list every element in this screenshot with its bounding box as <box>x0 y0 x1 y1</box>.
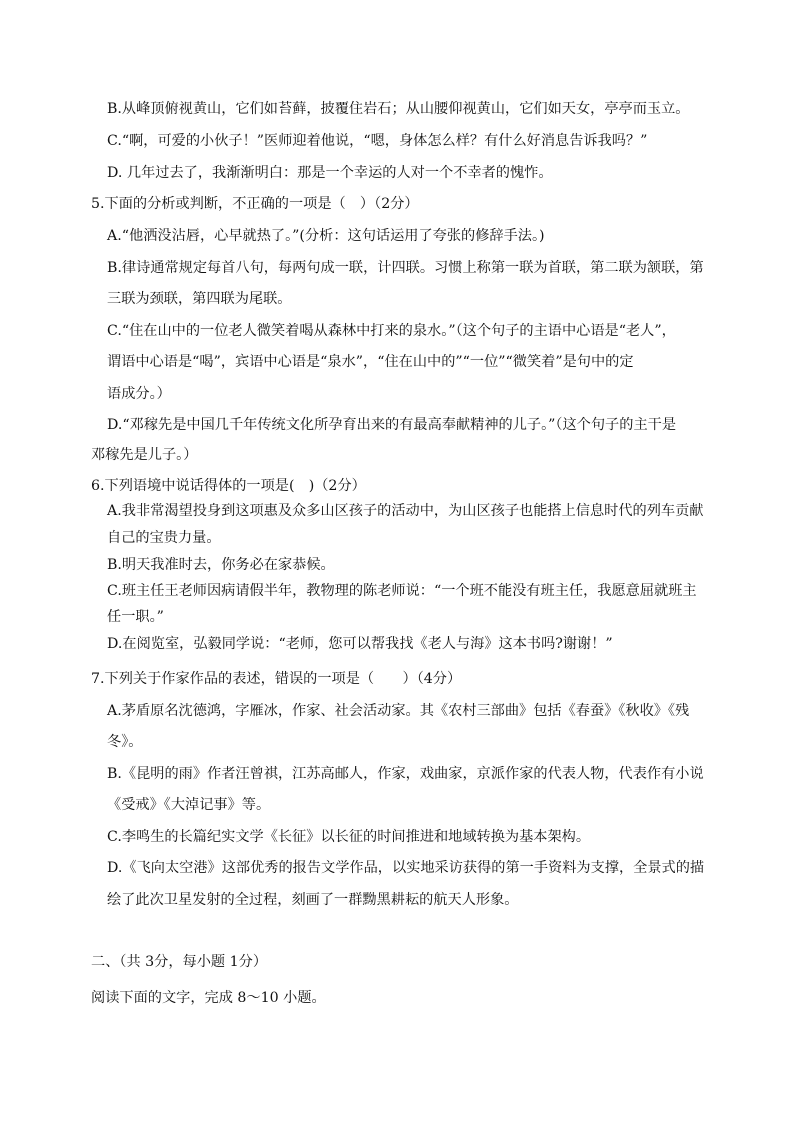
q5-option-a: A.“他洒没沾唇，心早就热了。”(分析：这句话运用了夸张的修辞手法。) <box>107 228 545 244</box>
q7-option-a-line2: 冬》。 <box>107 734 143 750</box>
q5-option-d-line2: 邓稼先是儿子。） <box>91 447 198 463</box>
q4-option-c: C.“啊，可爱的小伙子！”医师迎着他说，“嗯，身体怎么样？有什么好消息告诉我吗？” <box>107 133 648 149</box>
q6-option-a-line2: 自己的宝贵力量。 <box>107 530 221 546</box>
q6-option-c-line1: C.班主任王老师因病请假半年，教物理的陈老师说：“一个班不能没有班主任，我愿意屈就班主 <box>107 583 697 599</box>
q4-option-b: B.从峰顶俯视黄山，它们如苔藓，披覆住岩石；从山腰仰视黄山，它们如天女，亭亭而玉立。 <box>107 101 690 117</box>
q6-option-a-line1: A.我非常渴望投身到这项惠及众多山区孩子的活动中，为山区孩子也能搭上信息时代的列车贡献 <box>107 503 704 519</box>
q6-option-d: D.在阅览室，弘毅同学说：“老师，您可以帮我找《老人与海》这本书吗?谢谢！” <box>107 636 613 652</box>
q5-option-c-line3: 语成分。） <box>107 386 171 402</box>
q7-option-b-line2: 《受戒》《大淖记事》等。 <box>107 797 271 813</box>
q5-option-c-line1: C.“住在山中的一位老人微笑着喝从森林中打来的泉水。”（这个句子的主语中心语是“老人”， <box>107 323 676 339</box>
q7-option-a-line1: A.茅盾原名沈德鸿，字雁冰，作家、社会活动家。其《农村三部曲》包括《春蚕》《秋收》《残 <box>107 703 690 719</box>
q4-option-d: D. 几年过去了，我渐渐明白：那是一个幸运的人对一个不幸者的愧怍。 <box>107 165 553 181</box>
q6-option-c-line2: 任一职。” <box>107 609 164 625</box>
q5-stem: 5.下面的分析或判断，不正确的一项是（ ）（2分） <box>91 196 419 212</box>
q7-option-d-line1: D.《飞向太空港》这部优秀的报告文学作品，以实地采访获得的第一手资料为支撑，全景式的描 <box>107 860 705 876</box>
q7-option-b-line1: B.《昆明的雨》作者汪曾祺，江苏高邮人，作家，戏曲家，京派作家的代表人物，代表作有小说 <box>107 766 704 782</box>
q5-option-c-line2: 谓语中心语是“喝”，宾语中心语是“泉水”，“住在山中的”“一位”“微笑着”是句中的定 <box>107 354 634 370</box>
q7-stem: 7.下列关于作家作品的表述，错误的一项是（ ）（4分） <box>91 671 462 687</box>
q6-stem: 6.下列语境中说话得体的一项是( )（2分） <box>91 478 366 494</box>
q7-option-d-line2: 绘了此次卫星发射的全过程，刻画了一群黝黑耕耘的航天人形象。 <box>107 892 519 908</box>
section-2-heading: 二、（共 3分，每小题 1分） <box>91 954 268 970</box>
q6-option-b: B.明天我准时去，你务必在家恭候。 <box>107 557 335 573</box>
q5-option-b-line1: B.律诗通常规定每首八句，每两句成一联，计四联。习惯上称第一联为首联，第二联为颔联，第 <box>107 260 704 276</box>
q5-option-b-line2: 三联为颈联，第四联为尾联。 <box>107 291 292 307</box>
section-2-instruction: 阅读下面的文字，完成 8～10 小题。 <box>91 990 326 1006</box>
q5-option-d-line1: D.“邓稼先是中国几千年传统文化所孕育出来的有最高奉献精神的儿子。”（这个句子的主干是 <box>107 417 677 433</box>
q7-option-c: C.李鸣生的长篇纪实文学《长征》以长征的时间推进和地域转换为基本架构。 <box>107 829 591 845</box>
